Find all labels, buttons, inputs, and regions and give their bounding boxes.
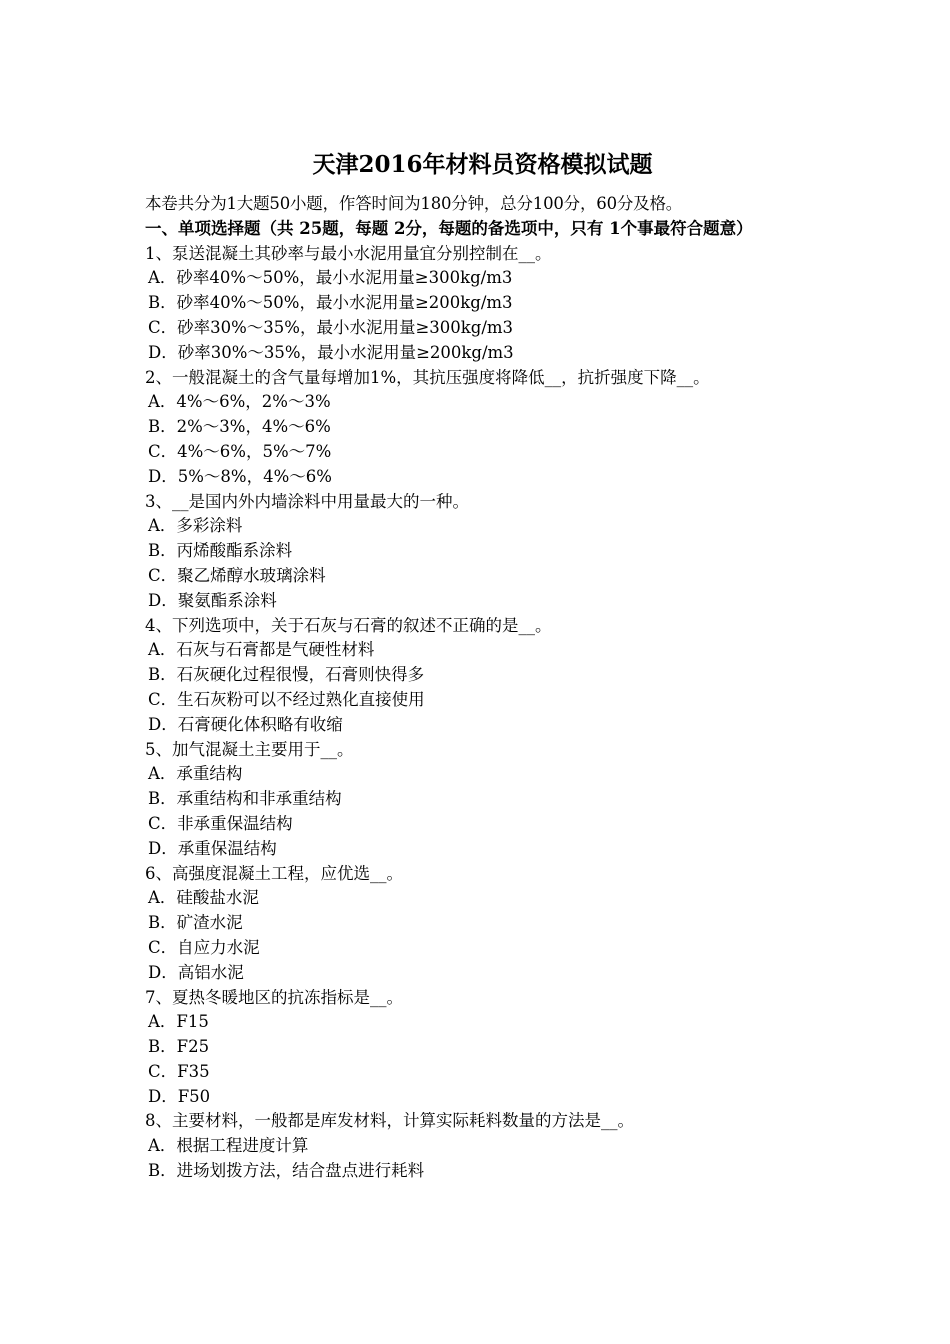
question-stem: 1、泵送混凝土其砂率与最小水泥用量宜分别控制在__。	[145, 243, 552, 263]
question-item	[145, 986, 810, 1110]
question-item	[145, 242, 810, 366]
question-item	[145, 738, 810, 862]
answer-option: A．4%～6%，2%～3%	[148, 392, 331, 412]
question-stem: 2、一般混凝土的含气量每增加1%，其抗压强度将降低__，抗折强度下降__。	[145, 367, 710, 387]
question-stem: 8、主要材料，一般都是库发材料，计算实际耗料数量的方法是__。	[145, 1111, 634, 1131]
question-item	[145, 1109, 810, 1183]
answer-option: D．高铝水泥	[148, 962, 244, 982]
answer-option: A．根据工程进度计算	[148, 1136, 309, 1156]
answer-option: B．F25	[148, 1037, 210, 1057]
answer-option: A．砂率40%～50%，最小水泥用量≥300kg/m3	[148, 268, 513, 288]
question-stem: 6、高强度混凝土工程，应优选__。	[145, 863, 403, 883]
answer-option: C．4%～6%，5%～7%	[148, 441, 332, 461]
question-stem: 5、加气混凝土主要用于__。	[145, 739, 354, 759]
answer-option: A．承重结构	[148, 764, 243, 784]
section-heading: 一、单项选择题（共 25题，每题 2分，每题的备选项中，只有 1个事最符合题意）	[145, 218, 753, 238]
answer-option: B．进场划拨方法，结合盘点进行耗料	[148, 1161, 425, 1181]
answer-option: C．砂率30%～35%，最小水泥用量≥300kg/m3	[148, 317, 514, 337]
answer-option: D．承重保温结构	[148, 838, 277, 858]
page-title: 天津2016年材料员资格模拟试题	[312, 151, 653, 178]
answer-option: B．矿渣水泥	[148, 913, 243, 933]
answer-option: C．F35	[148, 1061, 210, 1081]
question-item	[145, 614, 810, 738]
answer-option: C．自应力水泥	[148, 937, 260, 957]
intro-text: 本卷共分为1大题50小题，作答时间为180分钟，总分100分，60分及格。	[145, 194, 683, 213]
question-item	[145, 490, 810, 614]
answer-option: B．2%～3%，4%～6%	[148, 417, 331, 437]
answer-option: D．5%～8%，4%～6%	[148, 466, 332, 486]
answer-option: A．多彩涂料	[148, 516, 243, 536]
answer-option: B．承重结构和非承重结构	[148, 789, 342, 809]
document-page	[145, 148, 810, 1184]
answer-option: C．生石灰粉可以不经过熟化直接使用	[148, 689, 425, 709]
question-item	[145, 862, 810, 986]
answer-option: C．聚乙烯醇水玻璃涂料	[148, 565, 326, 585]
answer-option: B．丙烯酸酯系涂料	[148, 541, 293, 561]
answer-option: A．石灰与石膏都是气硬性材料	[148, 640, 375, 660]
answer-option: D．F50	[148, 1086, 211, 1106]
answer-option: A．硅酸盐水泥	[148, 888, 259, 908]
question-item	[145, 366, 810, 490]
question-stem: 7、夏热冬暖地区的抗冻指标是__。	[145, 987, 403, 1007]
question-stem: 4、下列选项中，关于石灰与石膏的叙述不正确的是__。	[145, 615, 552, 635]
answer-option: D．砂率30%～35%，最小水泥用量≥200kg/m3	[148, 342, 514, 362]
answer-option: B．石灰硬化过程很慢，石膏则快得多	[148, 665, 425, 685]
answer-option: B．砂率40%～50%，最小水泥用量≥200kg/m3	[148, 293, 513, 313]
answer-option: D．石膏硬化体积略有收缩	[148, 714, 343, 734]
question-list	[145, 242, 810, 1184]
answer-option: A．F15	[148, 1012, 209, 1032]
answer-option: D．聚氨酯系涂料	[148, 590, 277, 610]
answer-option: C．非承重保温结构	[148, 813, 293, 833]
question-stem: 3、__是国内外内墙涂料中用量最大的一种。	[145, 491, 469, 511]
